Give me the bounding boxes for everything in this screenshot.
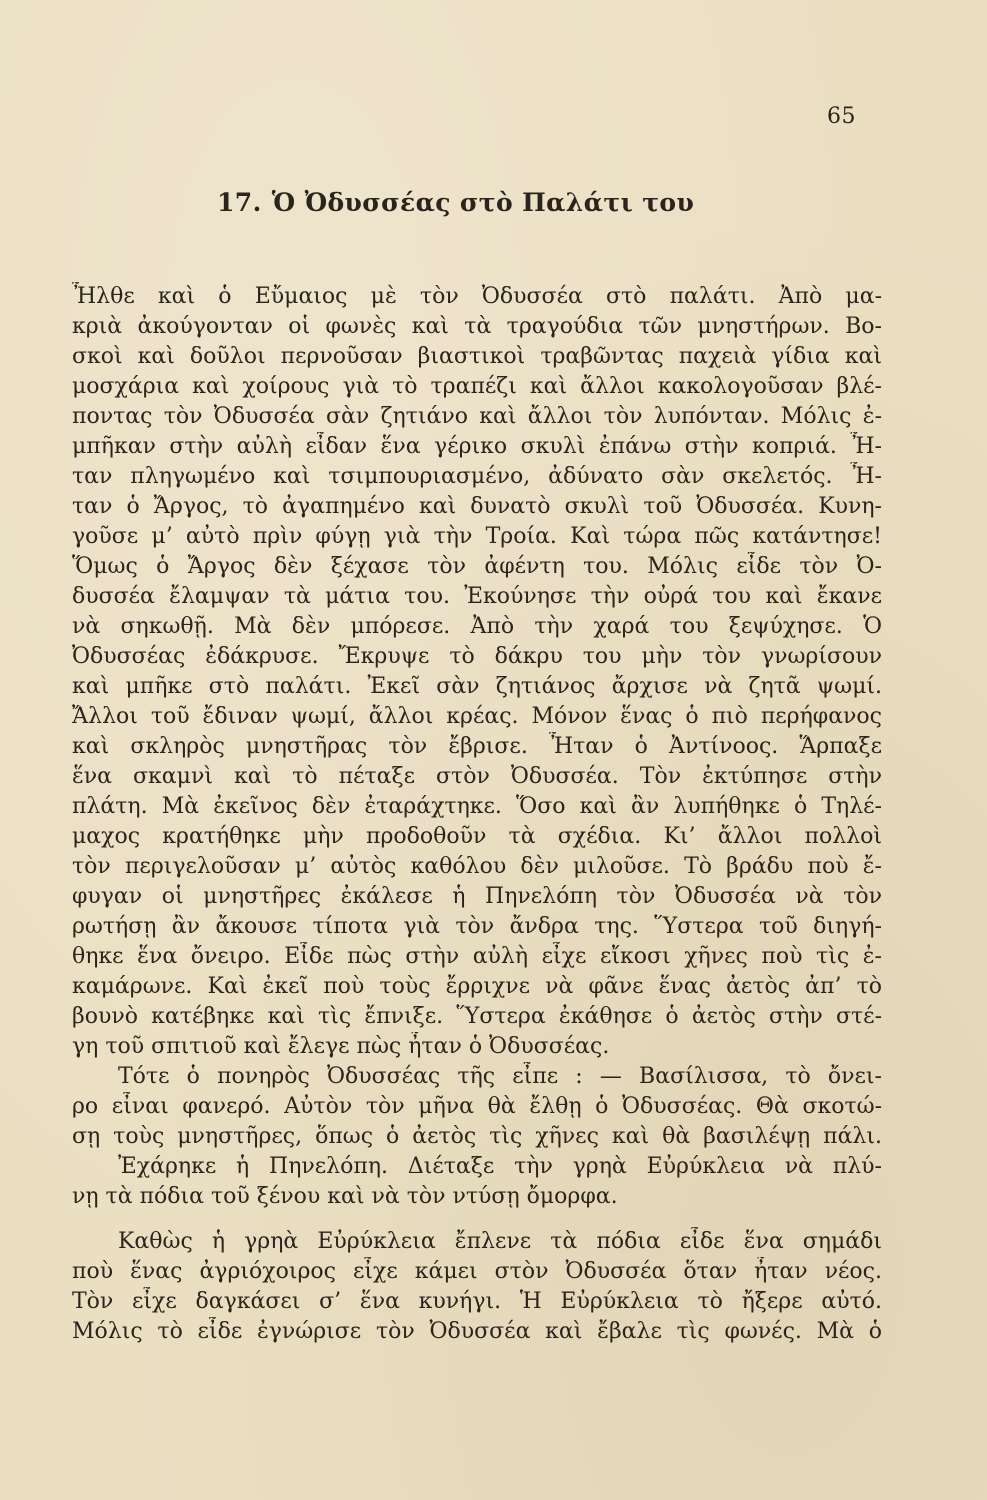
text-line: ταν πληγωμένο καὶ τσιμπουριασμένο, ἀδύνατο σὰν σκελετός. Ἦ- — [72, 464, 882, 489]
text-line: Ἦλθε καὶ ὁ Εὔμαιος μὲ τὸν Ὀδυσσέα στὸ παλάτι. Ἀπὸ μα- — [72, 284, 882, 309]
text-line: δυσσέα ἔλαμψαν τὰ μάτια του. Ἐκούνησε τὴν οὐρά του καὶ ἔκανε — [72, 584, 882, 609]
text-line: Τὸν εἶχε δαγκάσει σ’ ἕνα κυνήγι. Ἡ Εὐρύκλεια τὸ ἤξερε αὐτό. — [72, 1289, 882, 1314]
text-line: ποὺ ἕνας ἀγριόχοιρος εἶχε κάμει στὸν Ὀδυσσέα ὅταν ἦταν νέος. — [72, 1259, 882, 1284]
text-line: μπῆκαν στὴν αὐλὴ εἶδαν ἕνα γέρικο σκυλὶ ἐπάνω στὴν κοπριά. Ἦ- — [72, 434, 882, 459]
text-line: νῃ τὰ πόδια τοῦ ξένου καὶ νὰ τὸν ντύσῃ ὄμορφα. — [72, 1184, 618, 1209]
text-line: Μόλις τὸ εἶδε ἐγνώρισε τὸν Ὀδυσσέα καὶ ἔβαλε τὶς φωνές. Μὰ ὁ — [72, 1319, 882, 1344]
text-line: καὶ μπῆκε στὸ παλάτι. Ἐκεῖ σὰν ζητιάνος ἄρχισε νὰ ζητᾶ ψωμί. — [72, 674, 882, 699]
page-number: 65 — [827, 104, 856, 129]
text-line: Ἐχάρηκε ἡ Πηνελόπη. Διέταξε τὴν γρηὰ Εὐρύκλεια νὰ πλύ- — [118, 1154, 882, 1179]
text-line: καμάρωνε. Καὶ ἐκεῖ ποὺ τοὺς ἔρριχνε νὰ φᾶνε ἕνας ἀετὸς ἀπ’ τὸ — [72, 974, 882, 999]
text-line: γοῦσε μ’ αὐτὸ πρὶν φύγῃ γιὰ τὴν Τροία. Καὶ τώρα πῶς κατάντησε! — [72, 524, 882, 549]
text-line: ρωτήσῃ ἂν ἄκουσε τίποτα γιὰ τὸν ἄνδρα της. Ὕστερα τοῦ διηγή- — [72, 914, 882, 939]
text-line: Τότε ὁ πονηρὸς Ὀδυσσέας τῆς εἶπε : — Βασίλισσα, τὸ ὄνει- — [118, 1064, 882, 1089]
text-line: Ὅμως ὁ Ἄργος δὲν ξέχασε τὸν ἀφέντη του. Μόλις εἶδε τὸν Ὀ- — [72, 554, 882, 579]
text-line: Ὀδυσσέας ἐδάκρυσε. Ἔκρυψε τὸ δάκρυ του μὴν τὸν γνωρίσουν — [72, 644, 882, 669]
text-line: σκοὶ καὶ δοῦλοι περνοῦσαν βιαστικοὶ τραβῶντας παχειὰ γίδια καὶ — [72, 344, 882, 369]
text-line: ἕνα σκαμνὶ καὶ τὸ πέταξε στὸν Ὀδυσσέα. Τὸν ἐκτύπησε στὴν — [72, 764, 882, 789]
chapter-number: 17. — [217, 188, 262, 217]
text-line: νὰ σηκωθῇ. Μὰ δὲν μπόρεσε. Ἀπὸ τὴν χαρά του ξεψύχησε. Ὁ — [72, 614, 882, 639]
text-line: κριὰ ἀκούγονταν οἱ φωνὲς καὶ τὰ τραγούδια τῶν μνηστήρων. Βο- — [72, 314, 882, 339]
text-line: σῃ τοὺς μνηστῆρες, ὅπως ὁ ἀετὸς τὶς χῆνες καὶ θὰ βασιλέψῃ πάλι. — [72, 1124, 882, 1149]
text-line: φυγαν οἱ μνηστῆρες ἐκάλεσε ἡ Πηνελόπη τὸν Ὀδυσσέα νὰ τὸν — [72, 884, 882, 909]
text-line: ταν ὁ Ἄργος, τὸ ἀγαπημένο καὶ δυνατὸ σκυλὶ τοῦ Ὀδυσσέα. Κυνη- — [72, 494, 882, 519]
text-line: μοσχάρια καὶ χοίρους γιὰ τὸ τραπέζι καὶ ἄλλοι κακολογοῦσαν βλέ- — [72, 374, 882, 399]
chapter-title — [217, 188, 694, 217]
text-line: γη τοῦ σπιτιοῦ καὶ ἔλεγε πὼς ἦταν ὁ Ὀδυσσέας. — [72, 1034, 610, 1059]
text-line: τὸν περιγελοῦσαν μ’ αὐτὸς καθόλου δὲν μιλοῦσε. Τὸ βράδυ ποὺ ἔ- — [72, 854, 882, 879]
text-line: θηκε ἕνα ὄνειρο. Εἶδε πὼς στὴν αὐλὴ εἶχε εἴκοσι χῆνες ποὺ τὶς ἐ- — [72, 944, 882, 969]
text-line: ποντας τὸν Ὀδυσσέα σὰν ζητιάνο καὶ ἄλλοι τὸν λυπόνταν. Μόλις ἐ- — [72, 404, 882, 429]
text-line: βουνὸ κατέβηκε καὶ τὶς ἔπνιξε. Ὕστερα ἐκάθησε ὁ ἀετὸς στὴν στέ- — [72, 1004, 882, 1029]
text-line: μαχος κρατήθηκε μὴν προδοθοῦν τὰ σχέδια. Κι’ ἄλλοι πολλοὶ — [72, 824, 882, 849]
text-line: καὶ σκληρὸς μνηστῆρας τὸν ἔβρισε. Ἦταν ὁ Ἀντίνοος. Ἅρπαξε — [72, 734, 882, 759]
text-line: ρο εἶναι φανερό. Αὐτὸν τὸν μῆνα θὰ ἔλθῃ ὁ Ὀδυσσέας. Θὰ σκοτώ- — [72, 1094, 882, 1119]
chapter-title-text: Ὁ Ὀδυσσέας στὸ Παλάτι του — [271, 188, 695, 217]
text-line: πλάτη. Μὰ ἐκεῖνος δὲν ἐταράχτηκε. Ὅσο καὶ ἂν λυπήθηκε ὁ Τηλέ- — [72, 794, 882, 819]
text-line: Καθὼς ἡ γρηὰ Εὐρύκλεια ἔπλενε τὰ πόδια εἶδε ἕνα σημάδι — [118, 1229, 882, 1254]
text-line: Ἄλλοι τοῦ ἔδιναν ψωμί, ἄλλοι κρέας. Μόνον ἕνας ὁ πιὸ περήφανος — [72, 704, 882, 729]
